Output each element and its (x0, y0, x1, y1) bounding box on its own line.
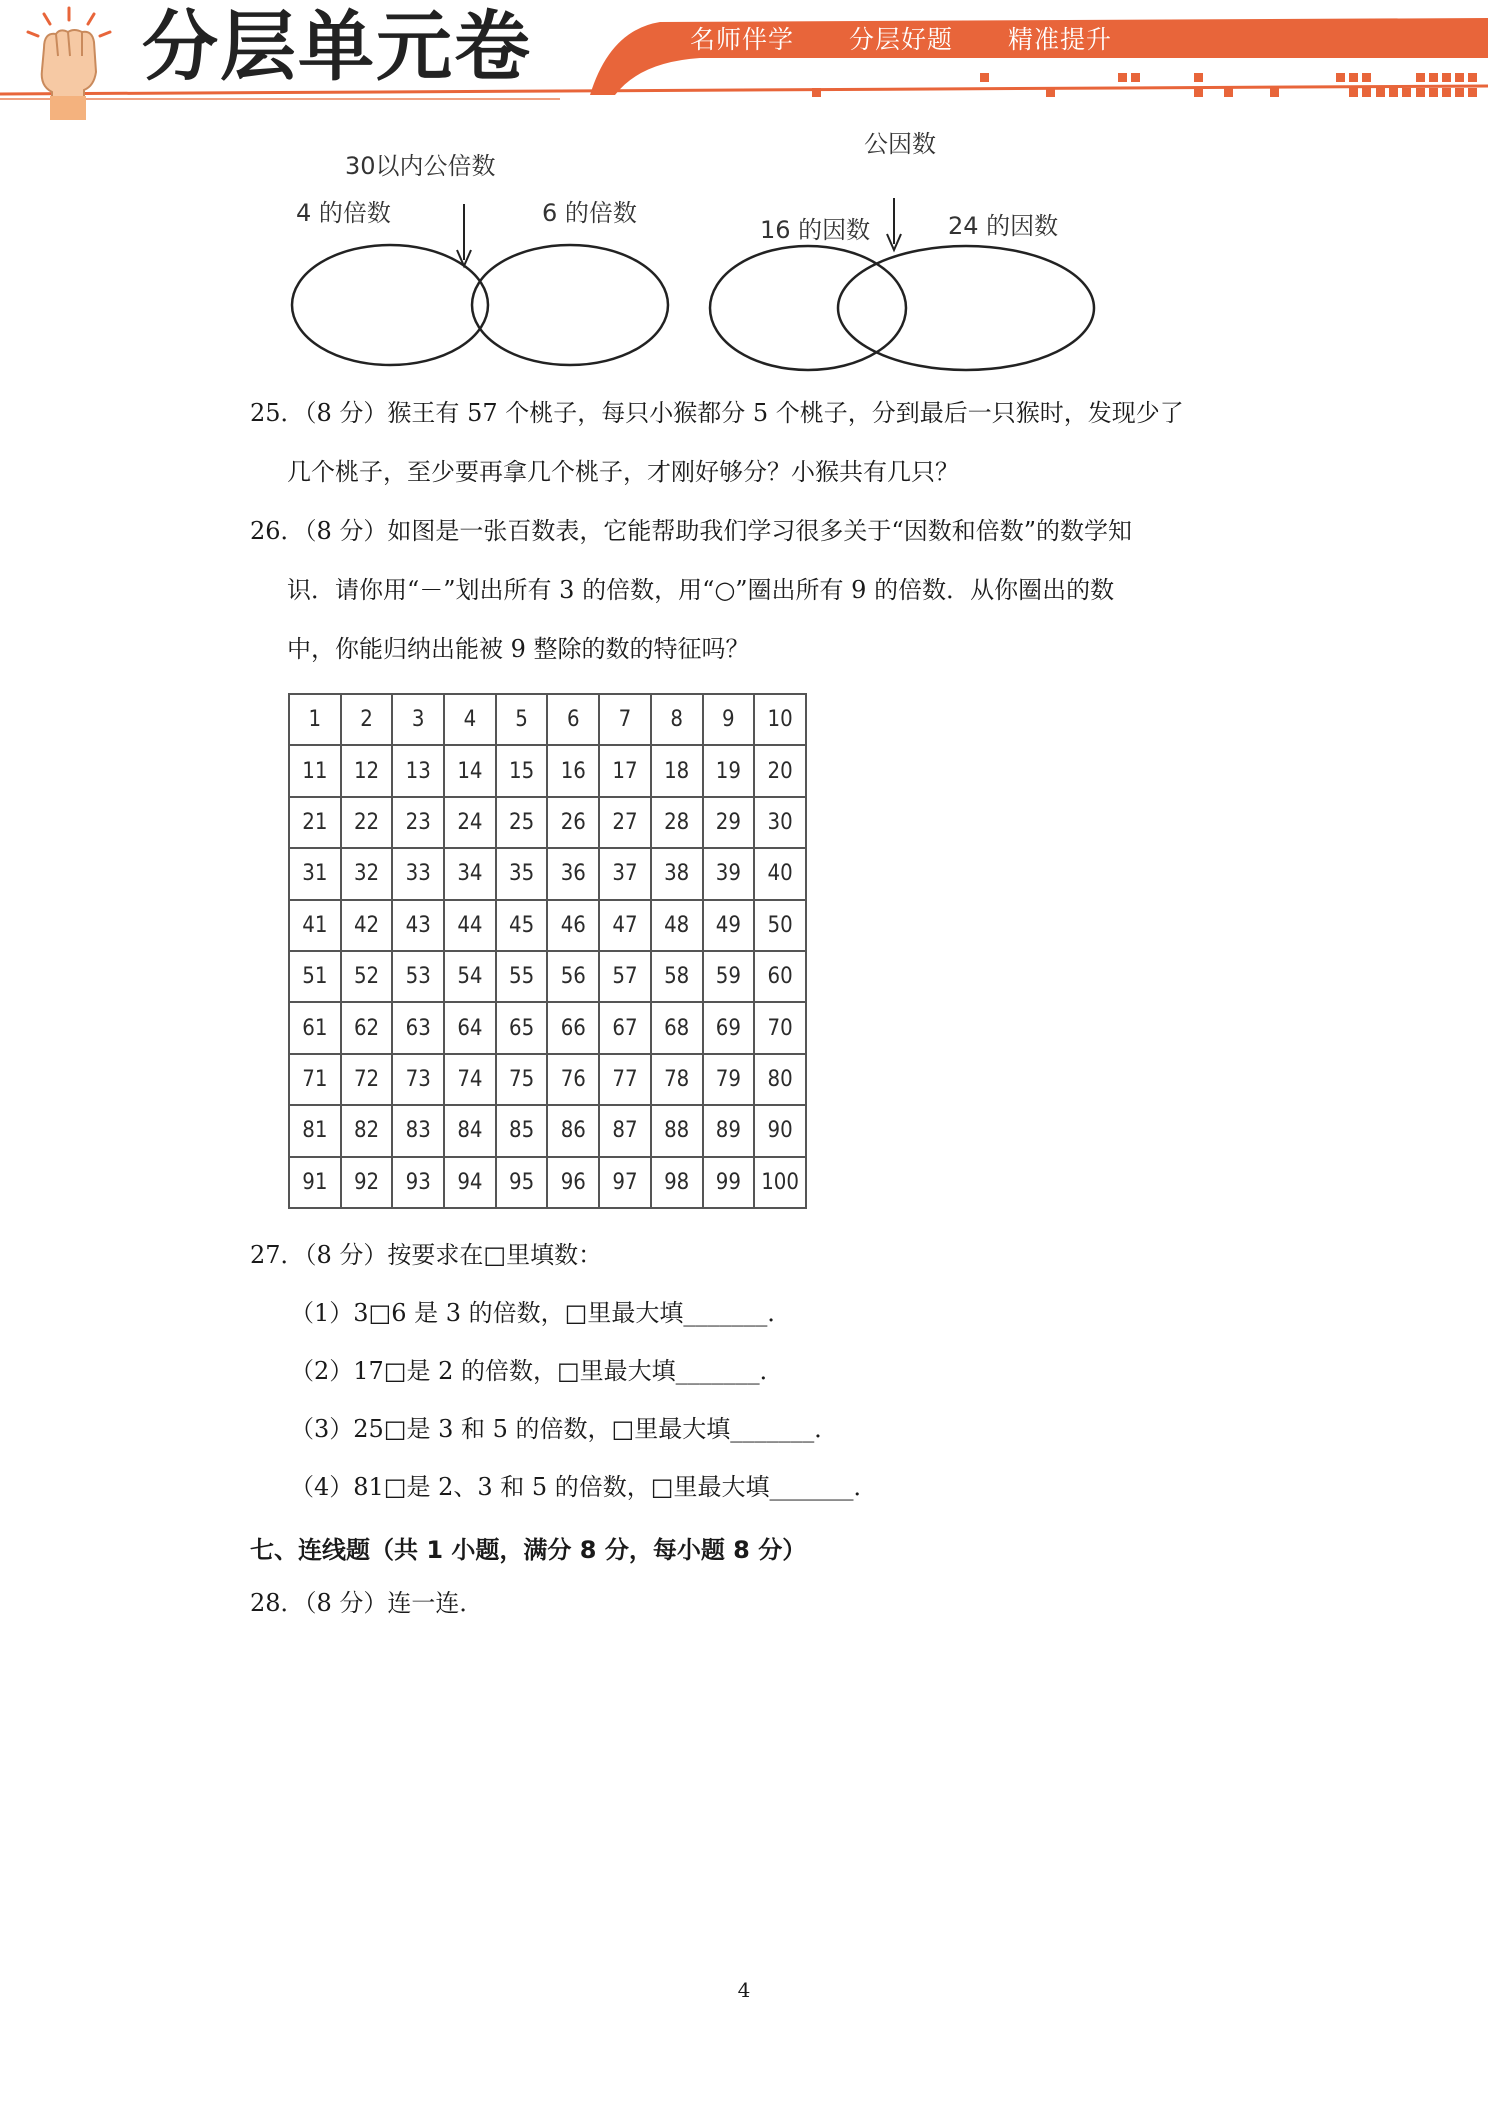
hundred-chart-cell: 71 (289, 1054, 341, 1105)
table-row (289, 745, 806, 796)
venn-right-circle-b (838, 246, 1094, 370)
slogan-1: 名师伴学 (690, 25, 795, 54)
table-row (289, 1054, 806, 1105)
table-row (289, 951, 806, 1002)
q27-part3: （3）25□是 3 和 5 的倍数，□里最大填_______． (290, 1415, 839, 1443)
hundred-chart-cell: 20 (754, 745, 806, 796)
hundred-chart-cell: 64 (444, 1002, 496, 1053)
hundred-chart-cell: 25 (496, 797, 548, 848)
venn-right (710, 130, 1094, 370)
hundred-chart-cell: 46 (547, 900, 599, 951)
hundred-chart-cell: 77 (599, 1054, 651, 1105)
hundred-chart-cell: 8 (651, 694, 703, 745)
table-row (289, 1157, 806, 1208)
hundred-chart-cell: 86 (547, 1105, 599, 1156)
hundred-chart-cell: 14 (444, 745, 496, 796)
hundred-chart-cell: 91 (289, 1157, 341, 1208)
hundred-chart-cell: 6 (547, 694, 599, 745)
hundred-chart-cell: 54 (444, 951, 496, 1002)
hundred-chart-cell: 44 (444, 900, 496, 951)
hundred-chart-cell: 41 (289, 900, 341, 951)
hundred-chart-cell: 30 (754, 797, 806, 848)
hundred-chart-cell: 7 (599, 694, 651, 745)
q25-line1: 25．（8 分）猴王有 57 个桃子，每只小猴都分 5 个桃子，分到最后一只猴时，发现少了 (250, 399, 1184, 427)
hundred-chart-cell: 99 (703, 1157, 755, 1208)
table-row (289, 1105, 806, 1156)
table-row (289, 694, 806, 745)
hundred-chart-cell: 62 (341, 1002, 393, 1053)
page-number: 4 (737, 1978, 751, 2002)
hundred-chart-cell: 51 (289, 951, 341, 1002)
hundred-chart-cell: 17 (599, 745, 651, 796)
hundred-chart-cell: 80 (754, 1054, 806, 1105)
hundred-chart-cell: 87 (599, 1105, 651, 1156)
hundred-chart-cell: 66 (547, 1002, 599, 1053)
hundred-chart-cell: 36 (547, 848, 599, 899)
hundred-chart-cell: 27 (599, 797, 651, 848)
hundred-chart-cell: 75 (496, 1054, 548, 1105)
hundred-chart-cell: 13 (392, 745, 444, 796)
q26-line2: 识．请你用“－”划出所有 3 的倍数，用“○”圈出所有 9 的倍数．从你圈出的数 (287, 576, 1115, 604)
venn-left-top-label: 30以内公倍数 (345, 152, 496, 180)
section-7-heading: 七、连线题（共 1 小题，满分 8 分，每小题 8 分） (250, 1536, 807, 1564)
hundred-chart-cell: 48 (651, 900, 703, 951)
hundred-chart-cell: 34 (444, 848, 496, 899)
hundred-chart-cell: 18 (651, 745, 703, 796)
hundred-chart-cell: 42 (341, 900, 393, 951)
q27-stem: 27．（8 分）按要求在□里填数： (250, 1241, 603, 1269)
hundred-chart-cell: 79 (703, 1054, 755, 1105)
venn-right-right-label: 24 的因数 (948, 212, 1059, 240)
q25-line2: 几个桃子，至少要再拿几个桃子，才刚好够分？小猴共有几只？ (287, 458, 959, 486)
hundred-chart-cell: 33 (392, 848, 444, 899)
hundred-chart-cell: 74 (444, 1054, 496, 1105)
venn-left-circle-a (292, 245, 488, 365)
hundred-chart-cell: 81 (289, 1105, 341, 1156)
q28-stem: 28．（8 分）连一连． (250, 1589, 484, 1617)
hundred-chart-cell: 68 (651, 1002, 703, 1053)
hundred-chart-cell: 82 (341, 1105, 393, 1156)
venn-left-right-label: 6 的倍数 (542, 199, 637, 227)
hundred-chart-cell: 3 (392, 694, 444, 745)
hundred-chart-cell: 16 (547, 745, 599, 796)
hundred-chart-cell: 92 (341, 1157, 393, 1208)
hundred-chart-cell: 57 (599, 951, 651, 1002)
hundred-chart-cell: 28 (651, 797, 703, 848)
hundred-chart-cell: 24 (444, 797, 496, 848)
hundred-chart-cell: 49 (703, 900, 755, 951)
hundred-chart-cell: 45 (496, 900, 548, 951)
hundred-chart-cell: 1 (289, 694, 341, 745)
hundred-chart-cell: 83 (392, 1105, 444, 1156)
hundred-chart-cell: 63 (392, 1002, 444, 1053)
raised-fist-icon (14, 0, 124, 120)
hundred-chart-cell: 39 (703, 848, 755, 899)
hundred-chart-cell: 11 (289, 745, 341, 796)
hundred-chart-cell: 53 (392, 951, 444, 1002)
hundred-chart-cell: 21 (289, 797, 341, 848)
hundred-chart-cell: 55 (496, 951, 548, 1002)
venn-right-left-label: 16 的因数 (760, 216, 871, 244)
hundred-chart-cell: 12 (341, 745, 393, 796)
hundred-chart-cell: 15 (496, 745, 548, 796)
hundred-chart-cell: 73 (392, 1054, 444, 1105)
q26-line1: 26．（8 分）如图是一张百数表，它能帮助我们学习很多关于“因数和倍数”的数学知 (250, 517, 1132, 545)
hundred-chart-cell: 29 (703, 797, 755, 848)
hundred-chart-cell: 22 (341, 797, 393, 848)
hundred-chart-cell: 4 (444, 694, 496, 745)
hundred-chart-cell: 88 (651, 1105, 703, 1156)
q27-part1: （1）3□6 是 3 的倍数，□里最大填_______． (290, 1299, 792, 1327)
hundred-chart-cell: 100 (754, 1157, 806, 1208)
hundred-chart-cell: 89 (703, 1105, 755, 1156)
hundred-chart-cell: 9 (703, 694, 755, 745)
hundred-chart-cell: 61 (289, 1002, 341, 1053)
hundred-chart-cell: 59 (703, 951, 755, 1002)
brand-title: 分层单元卷 (142, 2, 532, 91)
hundred-chart-cell: 69 (703, 1002, 755, 1053)
hundred-chart-cell: 47 (599, 900, 651, 951)
table-row (289, 900, 806, 951)
hundred-chart-cell: 72 (341, 1054, 393, 1105)
hundred-chart-cell: 78 (651, 1054, 703, 1105)
hundred-chart-cell: 5 (496, 694, 548, 745)
hundred-chart-cell: 35 (496, 848, 548, 899)
hundred-chart-cell: 65 (496, 1002, 548, 1053)
table-row (289, 797, 806, 848)
hundred-chart-cell: 67 (599, 1002, 651, 1053)
hundred-chart-cell: 38 (651, 848, 703, 899)
venn-right-top-label: 公因数 (864, 130, 936, 158)
hundred-chart-cell: 52 (341, 951, 393, 1002)
hundred-chart-cell: 40 (754, 848, 806, 899)
venn-left-left-label: 4 的倍数 (296, 199, 391, 227)
hundred-chart-cell: 84 (444, 1105, 496, 1156)
hundred-chart-cell: 96 (547, 1157, 599, 1208)
q27-part4: （4）81□是 2、3 和 5 的倍数，□里最大填_______． (290, 1473, 878, 1501)
q26-line3: 中，你能归纳出能被 9 整除的数的特征吗？ (287, 635, 750, 663)
hundred-chart-cell: 50 (754, 900, 806, 951)
table-row (289, 848, 806, 899)
hundred-chart-cell: 98 (651, 1157, 703, 1208)
hundred-chart-cell: 60 (754, 951, 806, 1002)
hundred-chart-cell: 19 (703, 745, 755, 796)
hundred-chart-cell: 10 (754, 694, 806, 745)
venn-left (292, 152, 668, 365)
table-row (289, 1002, 806, 1053)
hundred-chart-cell: 43 (392, 900, 444, 951)
hundred-chart-cell: 26 (547, 797, 599, 848)
hundred-chart-cell: 93 (392, 1157, 444, 1208)
venn-diagrams (0, 110, 1488, 380)
hundred-chart-cell: 37 (599, 848, 651, 899)
hundred-chart-cell: 95 (496, 1157, 548, 1208)
hundred-chart-cell: 76 (547, 1054, 599, 1105)
hundred-chart-cell: 85 (496, 1105, 548, 1156)
hundred-chart (288, 693, 807, 1209)
hundred-chart-cell: 32 (341, 848, 393, 899)
hundred-chart-cell: 97 (599, 1157, 651, 1208)
hundred-chart-cell: 90 (754, 1105, 806, 1156)
hundred-chart-cell: 58 (651, 951, 703, 1002)
hundred-chart-cell: 94 (444, 1157, 496, 1208)
hundred-chart-cell: 31 (289, 848, 341, 899)
page-header (0, 0, 1488, 120)
hundred-chart-cell: 56 (547, 951, 599, 1002)
slogan-3: 精准提升 (1007, 25, 1112, 54)
hundred-chart-cell: 70 (754, 1002, 806, 1053)
header-slogans (690, 20, 1140, 56)
q27-part2: （2）17□是 2 的倍数，□里最大填_______． (290, 1357, 784, 1385)
slogan-2: 分层好题 (848, 25, 953, 54)
hundred-chart-cell: 23 (392, 797, 444, 848)
venn-left-circle-b (472, 245, 668, 365)
hundred-chart-cell: 2 (341, 694, 393, 745)
